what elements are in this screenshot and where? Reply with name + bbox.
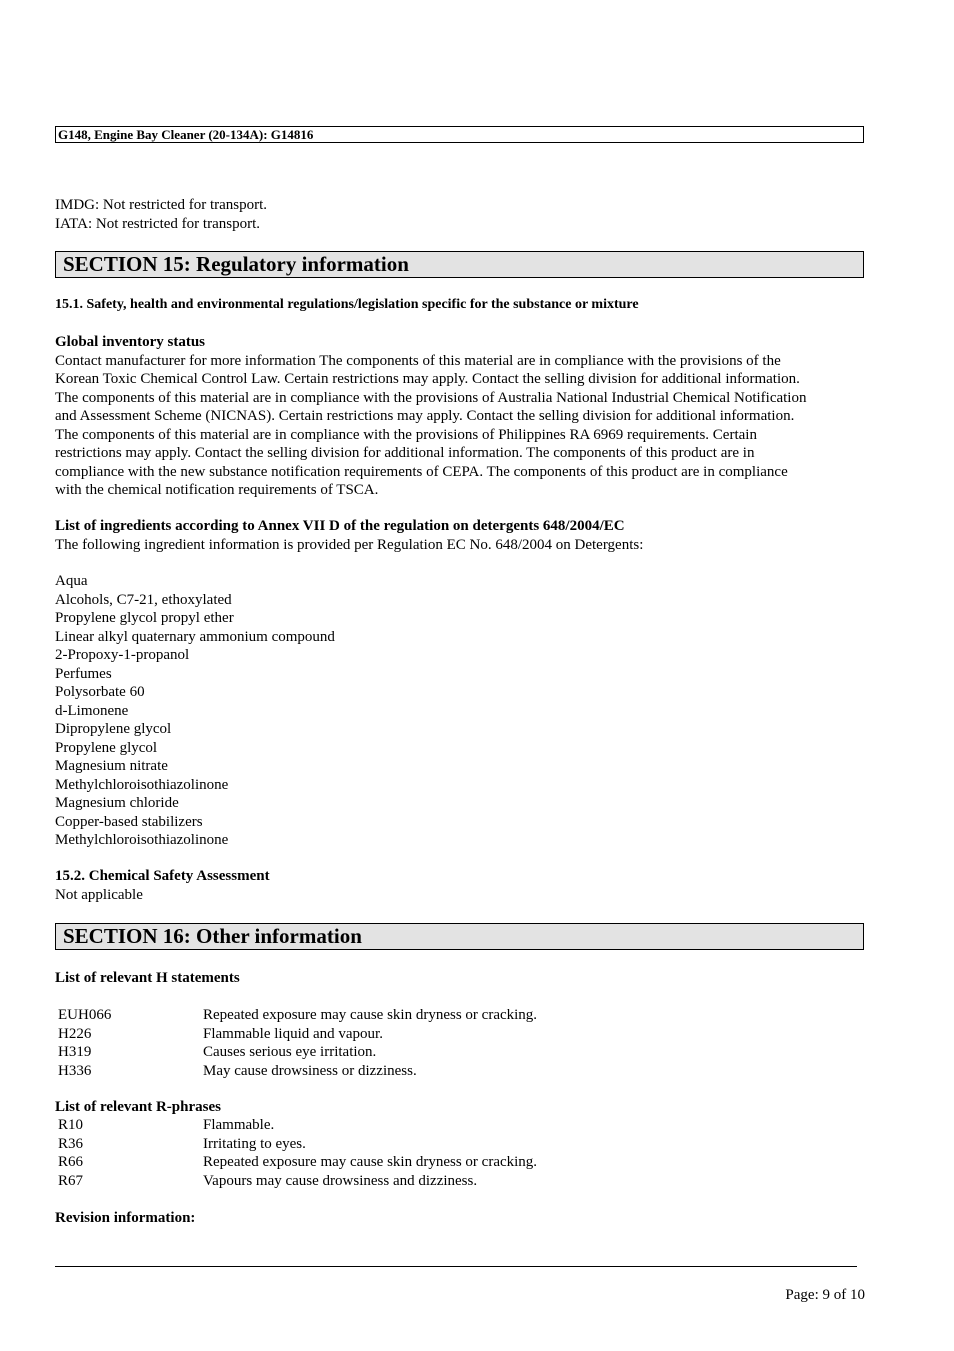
r-text: Repeated exposure may cause skin dryness or cracking. <box>203 1154 538 1170</box>
r-phrases-table <box>58 1116 537 1190</box>
inventory-line: The components of this material are in compliance with the provisions of Australia National Industrial Chemical Notification <box>55 389 807 406</box>
inventory-line: Korean Toxic Chemical Control Law. Certain restrictions may apply. Contact the selling division for additional information. <box>55 371 800 387</box>
inventory-line: The components of this material are in compliance with the provisions of Philippines RA 6969 requirements. Certain <box>55 426 757 443</box>
ingredients-block <box>55 517 865 554</box>
ingredient-item: Perfumes <box>55 665 112 682</box>
r-code: R67 <box>58 1172 84 1189</box>
h-text: Flammable liquid and vapour. <box>203 1025 383 1042</box>
ingredient-item: 2-Propoxy-1-propanol <box>55 647 190 663</box>
product-title: G148, Engine Bay Cleaner (20-134A): G14816 <box>58 127 314 142</box>
h-text: Repeated exposure may cause skin dryness or cracking. <box>203 1007 538 1023</box>
ingredient-item: Alcohols, C7-21, ethoxylated <box>55 591 232 608</box>
table-row <box>58 1135 537 1154</box>
ingredient-item: Propylene glycol <box>55 739 158 756</box>
table-row <box>58 1062 537 1081</box>
r-phrases-heading <box>55 1098 865 1117</box>
ingredient-item: Linear alkyl quaternary ammonium compound <box>55 628 335 645</box>
ingredient-item: Dipropylene glycol <box>55 721 172 737</box>
ingredient-item: Aqua <box>55 573 88 589</box>
ingredient-item: Magnesium nitrate <box>55 758 168 774</box>
h-code: H319 <box>58 1044 92 1060</box>
h-code: H226 <box>58 1025 92 1042</box>
inventory-heading: Global inventory status <box>55 334 206 350</box>
table-row <box>58 1172 537 1191</box>
iata-line: IATA: Not restricted for transport. <box>55 215 260 232</box>
ingredient-item: Polysorbate 60 <box>55 684 145 700</box>
h-code: H336 <box>58 1062 92 1079</box>
r-phrases-title: List of relevant R-phrases <box>55 1099 221 1115</box>
section-15-title: SECTION 15: Regulatory information <box>63 252 409 276</box>
chemical-safety-text: Not applicable <box>55 886 143 903</box>
revision-heading: Revision information: <box>55 1210 196 1226</box>
footer-divider <box>55 1266 857 1267</box>
imdg-line: IMDG: Not restricted for transport. <box>55 197 268 213</box>
h-code: EUH066 <box>58 1007 112 1023</box>
table-row <box>58 1043 537 1062</box>
chemical-safety-heading: 15.2. Chemical Safety Assessment <box>55 868 270 884</box>
r-code: R66 <box>58 1154 84 1170</box>
h-statements-table <box>58 1006 537 1080</box>
table-row <box>58 1153 537 1172</box>
global-inventory <box>55 333 865 500</box>
h-text: May cause drowsiness or dizziness. <box>203 1062 417 1079</box>
subsection-15-1-title: 15.1. Safety, health and environmental regulations/legislation specific for the substance or mixture <box>55 297 639 312</box>
inventory-line: compliance with the new substance notification requirements of CEPA. The components of this product are in compliance <box>55 463 788 480</box>
ingredient-item: d-Limonene <box>55 702 129 719</box>
ingredient-item: Methylchloroisothiazolinone <box>55 832 229 848</box>
inventory-line: restrictions may apply. Contact the selling division for additional information. The components of this product are in <box>55 445 755 461</box>
ingredient-item: Methylchloroisothiazolinone <box>55 776 229 793</box>
revision-info <box>55 1209 865 1228</box>
page-number: Page: 9 of 10 <box>785 1287 865 1303</box>
subsection-15-1 <box>55 296 865 315</box>
section-16-title: SECTION 16: Other information <box>63 924 362 948</box>
inventory-line: and Assessment Scheme (NICNAS). Certain restrictions may apply. Contact the selling division for additional information. <box>55 408 795 424</box>
ingredient-item: Magnesium chloride <box>55 795 179 811</box>
document-header <box>55 126 864 143</box>
section-16-heading <box>55 923 864 950</box>
ingredients-heading: List of ingredients according to Annex VII D of the regulation on detergents 648/2004/EC <box>55 518 625 534</box>
ingredients-list <box>55 572 865 850</box>
table-row <box>58 1006 537 1025</box>
subsection-15-2 <box>55 867 865 904</box>
ingredients-intro: The following ingredient information is provided per Regulation EC No. 648/2004 on Detergents: <box>55 536 644 553</box>
table-row <box>58 1116 537 1135</box>
r-code: R10 <box>58 1117 84 1133</box>
h-text: Causes serious eye irritation. <box>203 1044 377 1060</box>
r-code: R36 <box>58 1135 84 1152</box>
r-text: Flammable. <box>203 1117 275 1133</box>
h-statements-title: List of relevant H statements <box>55 970 240 986</box>
inventory-line: Contact manufacturer for more information The components of this material are in compliance with the provisions of the <box>55 352 781 369</box>
table-row <box>58 1025 537 1044</box>
r-text: Irritating to eyes. <box>203 1135 306 1152</box>
r-text: Vapours may cause drowsiness and dizziness. <box>203 1172 478 1189</box>
inventory-line: with the chemical notification requirements of TSCA. <box>55 482 379 498</box>
section-15-heading <box>55 251 864 278</box>
h-statements-heading <box>55 969 865 988</box>
ingredient-item: Propylene glycol propyl ether <box>55 610 234 626</box>
ingredient-item: Copper-based stabilizers <box>55 813 203 830</box>
transport-info <box>55 196 865 233</box>
